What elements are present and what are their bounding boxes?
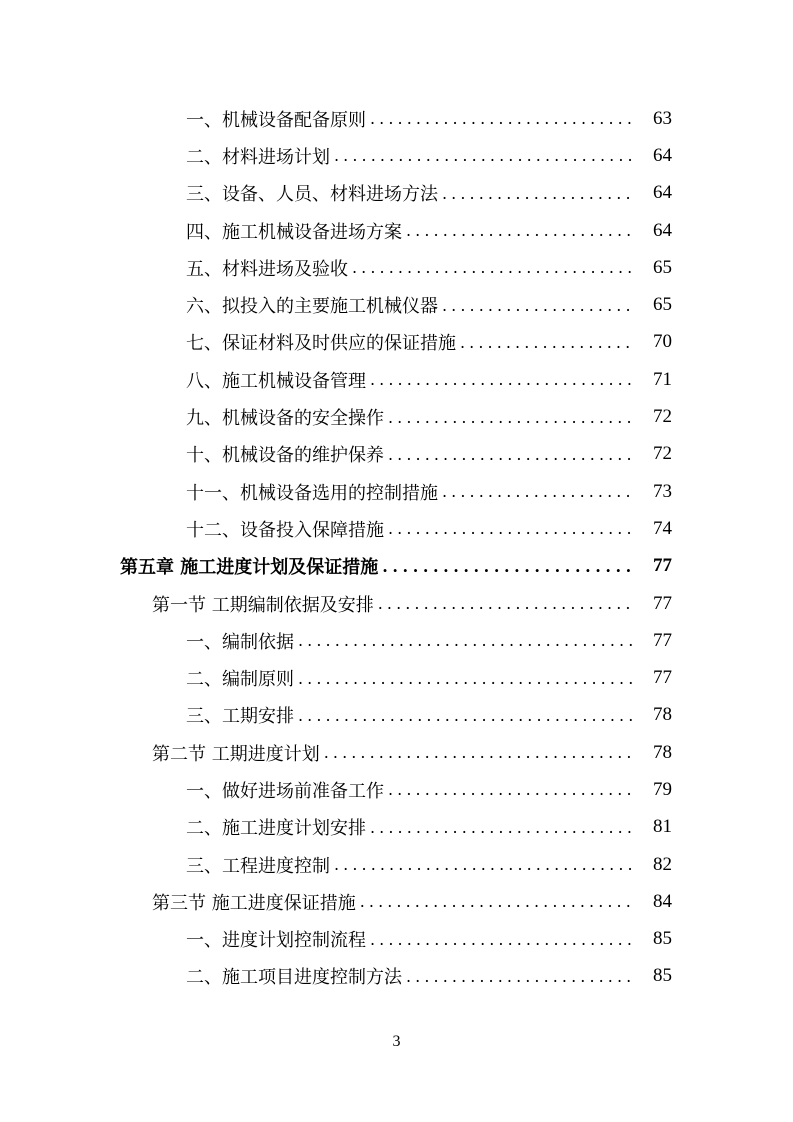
dot-leader xyxy=(406,221,632,240)
toc-entry-page: 71 xyxy=(653,368,672,390)
toc-entry-page: 64 xyxy=(653,144,672,166)
toc-entry[interactable] xyxy=(0,846,793,883)
toc-section-title: 第三节 施工进度保证措施 xyxy=(152,892,356,914)
toc-entry-title: 三、设备、人员、材料进场方法 xyxy=(186,184,438,206)
toc-section-page: 77 xyxy=(653,592,672,614)
toc-entry-page: 65 xyxy=(653,256,672,278)
toc-entry-title: 五、材料进场及验收 xyxy=(186,258,348,280)
toc-entry-title: 十一、机械设备选用的控制措施 xyxy=(186,482,438,504)
dot-leader xyxy=(382,557,632,576)
toc-entry-title: 一、编制依据 xyxy=(186,631,294,653)
toc-entry-page: 73 xyxy=(653,480,672,502)
toc-section[interactable] xyxy=(0,585,793,622)
dot-leader xyxy=(442,482,632,501)
toc-entry-page: 65 xyxy=(653,294,672,316)
toc-entry-page: 79 xyxy=(653,778,672,800)
toc-section-title: 第二节 工期进度计划 xyxy=(152,743,320,765)
toc-section[interactable] xyxy=(0,883,793,920)
dot-leader xyxy=(370,109,632,128)
toc-section-title: 第一节 工期编制依据及安排 xyxy=(152,594,374,616)
toc-entry-page: 85 xyxy=(653,928,672,950)
toc-entry[interactable] xyxy=(0,100,793,137)
toc-entry[interactable] xyxy=(0,809,793,846)
toc-section-page: 84 xyxy=(653,890,672,912)
dot-leader xyxy=(388,445,632,464)
dot-leader xyxy=(406,967,632,986)
dot-leader xyxy=(388,780,632,799)
toc-entry[interactable] xyxy=(0,398,793,435)
toc-section[interactable] xyxy=(0,734,793,771)
dot-leader xyxy=(360,892,632,911)
toc-entry-title: 二、编制原则 xyxy=(186,669,294,691)
dot-leader xyxy=(442,184,632,203)
toc-entry-title: 一、机械设备配备原则 xyxy=(186,109,366,131)
dot-leader xyxy=(442,296,632,315)
toc-chapter-page: 77 xyxy=(653,555,672,577)
toc-section-page: 78 xyxy=(653,741,672,763)
toc-entry[interactable] xyxy=(0,361,793,398)
toc-entry-title: 七、保证材料及时供应的保证措施 xyxy=(186,333,456,355)
dot-leader xyxy=(334,146,632,165)
toc-chapter-title: 第五章 施工进度计划及保证措施 xyxy=(120,557,379,579)
dot-leader xyxy=(324,743,632,762)
dot-leader xyxy=(388,408,632,427)
page-number: 3 xyxy=(392,1033,401,1050)
toc-entry[interactable] xyxy=(0,473,793,510)
toc-entry-title: 二、施工进度计划安排 xyxy=(186,818,366,840)
dot-leader xyxy=(334,855,632,874)
dot-leader xyxy=(460,333,632,352)
toc-entry[interactable] xyxy=(0,659,793,696)
toc-entry-page: 82 xyxy=(653,853,672,875)
toc-entry[interactable] xyxy=(0,771,793,808)
toc-entry[interactable] xyxy=(0,286,793,323)
toc-entry-title: 二、施工项目进度控制方法 xyxy=(186,967,402,989)
dot-leader xyxy=(370,370,632,389)
dot-leader xyxy=(352,258,632,277)
toc-entry-page: 74 xyxy=(653,517,672,539)
toc-chapter[interactable] xyxy=(0,548,793,585)
toc-entry-page: 77 xyxy=(653,667,672,689)
toc-entry-page: 77 xyxy=(653,629,672,651)
toc-entry[interactable] xyxy=(0,622,793,659)
table-of-contents xyxy=(0,100,793,995)
dot-leader xyxy=(298,706,632,725)
toc-entry[interactable] xyxy=(0,249,793,286)
toc-entry-page: 72 xyxy=(653,406,672,428)
toc-entry-title: 一、做好进场前准备工作 xyxy=(186,780,384,802)
dot-leader xyxy=(298,631,632,650)
toc-entry[interactable] xyxy=(0,921,793,958)
dot-leader xyxy=(370,930,632,949)
dot-leader xyxy=(370,818,632,837)
toc-entry-title: 二、材料进场计划 xyxy=(186,146,330,168)
dot-leader xyxy=(388,519,632,538)
toc-entry[interactable] xyxy=(0,324,793,361)
toc-entry-page: 81 xyxy=(653,816,672,838)
toc-entry-title: 十、机械设备的维护保养 xyxy=(186,445,384,467)
toc-entry[interactable] xyxy=(0,510,793,547)
toc-entry[interactable] xyxy=(0,958,793,995)
toc-entry[interactable] xyxy=(0,212,793,249)
toc-entry-title: 四、施工机械设备进场方案 xyxy=(186,221,402,243)
toc-entry-page: 64 xyxy=(653,219,672,241)
toc-entry[interactable] xyxy=(0,436,793,473)
toc-entry-title: 九、机械设备的安全操作 xyxy=(186,408,384,430)
toc-entry-page: 70 xyxy=(653,331,672,353)
toc-entry[interactable] xyxy=(0,175,793,212)
toc-entry-title: 六、拟投入的主要施工机械仪器 xyxy=(186,296,438,318)
dot-leader xyxy=(298,669,632,688)
toc-entry-title: 三、工期安排 xyxy=(186,706,294,728)
toc-entry-title: 八、施工机械设备管理 xyxy=(186,370,366,392)
toc-entry-page: 85 xyxy=(653,965,672,987)
toc-entry[interactable] xyxy=(0,697,793,734)
toc-entry[interactable] xyxy=(0,137,793,174)
toc-entry-title: 十二、设备投入保障措施 xyxy=(186,519,384,541)
toc-entry-title: 一、进度计划控制流程 xyxy=(186,930,366,952)
toc-entry-title: 三、工程进度控制 xyxy=(186,855,330,877)
toc-entry-page: 63 xyxy=(653,107,672,129)
toc-entry-page: 64 xyxy=(653,182,672,204)
toc-entry-page: 72 xyxy=(653,443,672,465)
dot-leader xyxy=(378,594,632,613)
toc-entry-page: 78 xyxy=(653,704,672,726)
